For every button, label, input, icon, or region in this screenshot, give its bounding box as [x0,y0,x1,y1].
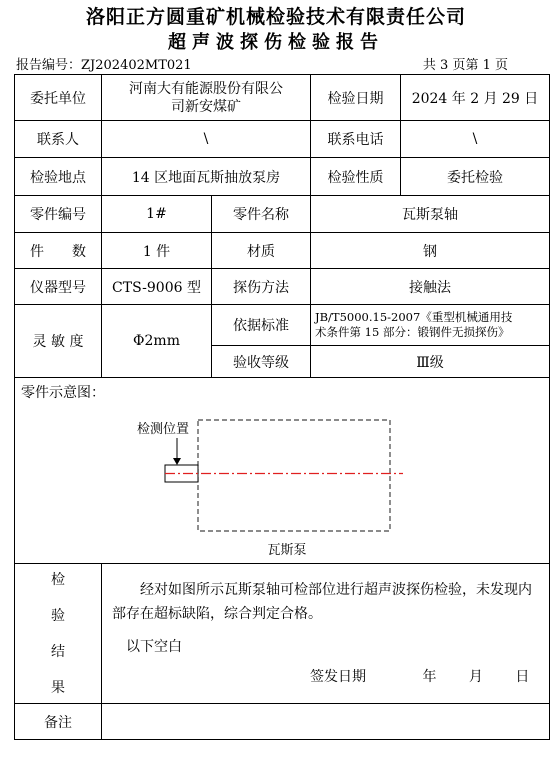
result-label-char-4: 果 [51,679,65,696]
standard-label: 依据标准 [212,305,311,346]
row-remark [15,704,550,740]
location-label: 检验地点 [15,158,102,196]
sign-date-label: 签发日期 [310,669,366,685]
nature-label: 检验性质 [311,158,401,196]
client-line-2: 司新安煤矿 [171,98,241,115]
part-no-label: 零件编号 [15,196,102,233]
client-line-1: 河南大有能源股份有限公 [129,80,283,97]
qty-value: 1 件 [102,233,212,269]
page-info: 共 3 页第 1 页 [422,58,508,73]
location-value: 14 区地面瓦斯抽放泵房 [102,158,311,196]
remark-value [102,704,550,740]
row-sensitivity [15,305,550,346]
row-location [15,158,550,196]
standard-line-1: JB/T5000.15-2007《重型机械通用技 [315,310,513,324]
row-part [15,196,550,233]
diagram-label: 零件示意图： [21,385,105,401]
part-name-value: 瓦斯泵轴 [311,196,550,233]
sign-month: 月 [468,669,483,685]
result-label-char-3: 结 [51,643,65,660]
sign-day: 日 [515,669,530,685]
standard-line-2: 术条件第 15 部分：锻钢件无损探伤》 [315,325,510,339]
report-number-label: 报告编号： [16,58,82,73]
contact-label: 联系人 [15,121,102,158]
method-label: 探伤方法 [212,269,311,305]
row-result [15,564,550,704]
nature-value: 委托检验 [401,158,550,196]
report-table [14,74,550,740]
blank-note: 以下空白 [126,639,182,655]
instrument-label: 仪器型号 [15,269,102,305]
row-qty [15,233,550,269]
grade-value: Ⅲ级 [311,346,550,378]
date-label: 检验日期 [311,75,401,121]
remark-label: 备注 [15,704,102,740]
material-label: 材质 [212,233,311,269]
material-value: 钢 [311,233,550,269]
company-name: 洛阳正方圆重矿机械检验技术有限责任公司 [85,6,466,28]
report-number-value: ZJ202402MT021 [81,58,192,73]
result-label [15,564,102,704]
phone-value: \ [401,121,550,158]
method-value: 接触法 [311,269,550,305]
phone-label: 联系电话 [311,121,401,158]
diagram-caption: 瓦斯泵 [267,543,307,558]
position-arrow-head [173,458,181,465]
contact-value: \ [102,121,311,158]
diagram-cell [15,378,550,564]
position-label: 检测位置 [136,422,190,437]
row-instrument [15,269,550,305]
report-title: 超声波探伤检验报告 [168,32,384,53]
result-text: 经对如图所示瓦斯泵轴可检部位进行超声波探伤检验，未发现内部存在超标缺陷，综合判定合格。 [112,582,532,622]
pump-outline [198,420,390,531]
result-label-char-1: 检 [51,571,65,588]
sign-year: 年 [422,669,437,685]
sign-date [310,666,529,686]
instrument-value: CTS-9006 型 [102,269,212,305]
qty-label: 件 数 [15,233,102,269]
sensitivity-value: Φ2mm [102,305,212,378]
result-content [102,564,550,704]
shaft-diagram [15,378,548,562]
result-label-char-2: 验 [51,607,65,624]
row-contact [15,121,550,158]
part-name-label: 零件名称 [212,196,311,233]
grade-label: 验收等级 [212,346,311,378]
report-number [16,54,192,73]
row-diagram [15,378,550,564]
client-value [102,75,311,121]
row-client [15,75,550,121]
sensitivity-label: 灵 敏 度 [15,305,102,378]
part-no-value: 1# [102,196,212,233]
client-label: 委托单位 [15,75,102,121]
standard-value [311,305,550,346]
date-value: 2024 年 2 月 29 日 [401,75,550,121]
